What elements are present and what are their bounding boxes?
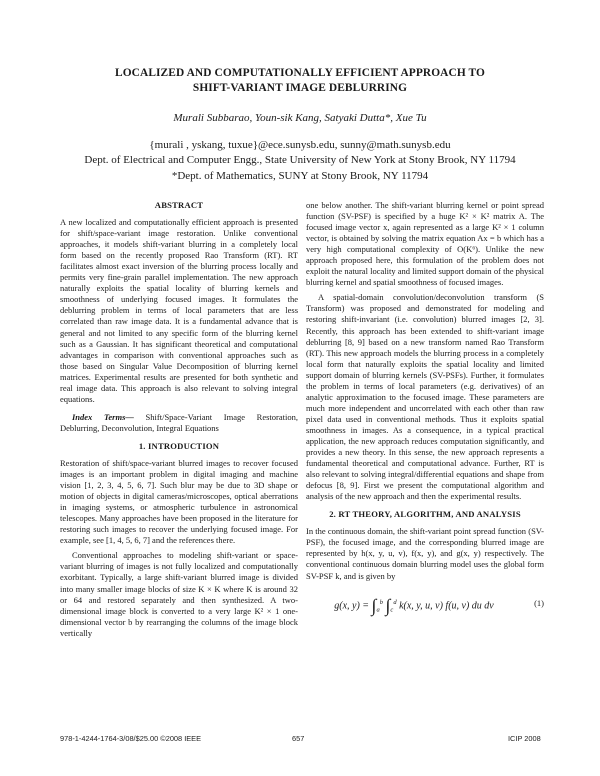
equation-lhs: g(x, y) = — [334, 599, 370, 611]
authors: Murali Subbarao, Youn-sik Kang, Satyaki Dutta*, Xue Tu — [173, 112, 427, 124]
equation-1 — [306, 588, 544, 620]
abstract-heading: ABSTRACT — [154, 200, 204, 210]
equation-number: (1) — [534, 597, 544, 608]
integral-2-lower: c — [390, 605, 394, 613]
affiliation-dept2: *Dept. of Mathematics, SUNY at Stony Brook, NY 11794 — [171, 169, 429, 182]
introduction-heading: 1. INTRODUCTION — [138, 440, 220, 451]
section-2-paragraph: In the continuous domain, the shift-variant point spread function (SV-PSF), the focused image, and the corresponding blurred image are represented by h(x, y, u, v), f(x, y), and g(x, y) respectively. The conventional continuous domain blurring model uses the global form SV-PSF k, and is given by — [306, 526, 544, 581]
equation-integrand: k(x, y, u, v) f(u, v) du dv — [399, 599, 494, 611]
intro-paragraph-1: Restoration of shift/space-variant blurred images to recover focused images is an important problem in digital imaging and machine vision [1, 2, 3, 4, 5, 6, 7]. Such blur may be due to 3D shape or motion of objects in digital cameras/microscopes, optical aberrations in imaging systems, or atmospheric turbulence in astronomical telescopes. Many approaches have been proposed in the literature for restoring such images to recover the underlying focused image. For example, see [1, 4, 5, 6, 7] and the references there. — [60, 457, 298, 546]
title-line-1: LOCALIZED AND COMPUTATIONALLY EFFICIENT APPROACH TO — [115, 67, 485, 79]
equation-body: g(x, $y) = \int_a^b$ $\int_c^d$ k(x, y, u, v) f(u, v) du dv — [334, 594, 494, 615]
intro-paragraph-2: Conventional approaches to modeling shift-variant or space-variant blurring of images is not fully localized and computationally exorbitant. Typically, a large shift-variant blurred image is divided into many smaller image blocks of size K × K where K is around 32 or 64 and restored separately and then synthesized. A two-dimensional image block is converted to a very large K² × 1 one-dimensional vector b by rearranging the columns of the image block vertically — [60, 550, 298, 638]
integral-1-upper: b — [379, 598, 383, 606]
affiliations — [0, 138, 600, 184]
integral-1-lower: a — [376, 605, 380, 613]
left-column — [60, 200, 298, 639]
index-terms-label: Index Terms— — [72, 411, 134, 422]
footer-conference: ICIP 2008 — [508, 734, 541, 743]
right-column — [306, 200, 544, 620]
integral-2-upper: d — [393, 598, 397, 606]
paper-title — [0, 66, 600, 96]
right-paragraph-1: one below another. The shift-variant blurring kernel or point spread function (SV-PSF) is specified by a huge K² × K² matrix A. The focused image vector x, again represented as a large K² × 1 column vector, is obtained by solving the matrix equation Ax = b which has a very high computational complexity of O(K⁶). Unlike the new approach proposed here, this formulation of the problem does not exploit the natural locality and limited support domain of the physical blurring kernel and spatial smoothness of focused images. — [306, 200, 544, 288]
abstract-text: A new localized and computationally efficient approach is presented for shift/space-variant image restoration. Unlike conventional approaches, it models shift-variant blurring in a completely local form based on the recently proposed Rao Transform (RT). RT facilitates almost exact inversion of the blurring process locally and permits very fine-grain parallel implementation. The new approach naturally exploits the spatial locality of blurring kernels and smoothness of underlying focused images. It formulates the deblurring problem in terms of local parameters that are less correlated than raw image data. It is a fundamental advance that is general and not limited to any specific form of the blurring kernel such as a Gaussian. It has significant theoretical and computational advantages in comparison with conventional approaches such as those based on Singular Value Decomposition of blurring kernel matrices. Experimental results are presented for both synthetic and real image data. This approach is also relevant to solving integral equations. — [60, 217, 298, 404]
affiliation-dept1: Dept. of Electrical and Computer Engg., State University of New York at Stony Brook, NY 11794 — [84, 154, 516, 167]
author-emails: {murali , yskang, tuxue}@ece.sunysb.edu, sunny@math.sunysb.edu — [149, 139, 451, 151]
index-terms-text: Shift/Space-Variant Image Restoration, Deblurring, Deconvolution, Integral Equations — [60, 411, 298, 433]
page-number: 657 — [292, 734, 305, 743]
section-2-heading: 2. RT THEORY, ALGORITHM, AND ANALYSIS — [329, 509, 521, 520]
title-line-2: SHIFT-VARIANT IMAGE DEBLURRING — [192, 82, 408, 94]
index-terms — [60, 412, 298, 434]
footer-isbn: 978-1-4244-1764-3/08/$25.00 ©2008 IEEE — [60, 734, 202, 743]
right-paragraph-2: A spatial-domain convolution/deconvolution transform (S Transform) was proposed and demonstrated for modeling and restoring shift-invariant (i.e. convolution) blurred images [2, 3]. Recently, this approach has been extended to shift-variant image deblurring [8, 9] based on a new transform named Rao Transform (RT). This new approach models the blurring process in a completely local form that naturally exploits the spatial locality and limited support domain of blurring kernels (SV-PSFs). Further, it formulates the problem in terms of local parameters (e.g. derivatives) of an analytic approximation to the focused image. These parameters are much more independent and uncorrelated with each other than raw pixel data used in conventional methods. Thus it exploits spatial smoothness in images. As a consequence, in a typical practical application, the new approach reduces computation significantly, and provides a new theory. In this sense, the new approach represents a fundamental theoretical and computational advance. Further, RT is also relevant to solving integral/differential equations and shape from defocus [8, 9]. First we present the computational algorithm and analysis of the new approach and then the experimental results. — [306, 292, 544, 502]
